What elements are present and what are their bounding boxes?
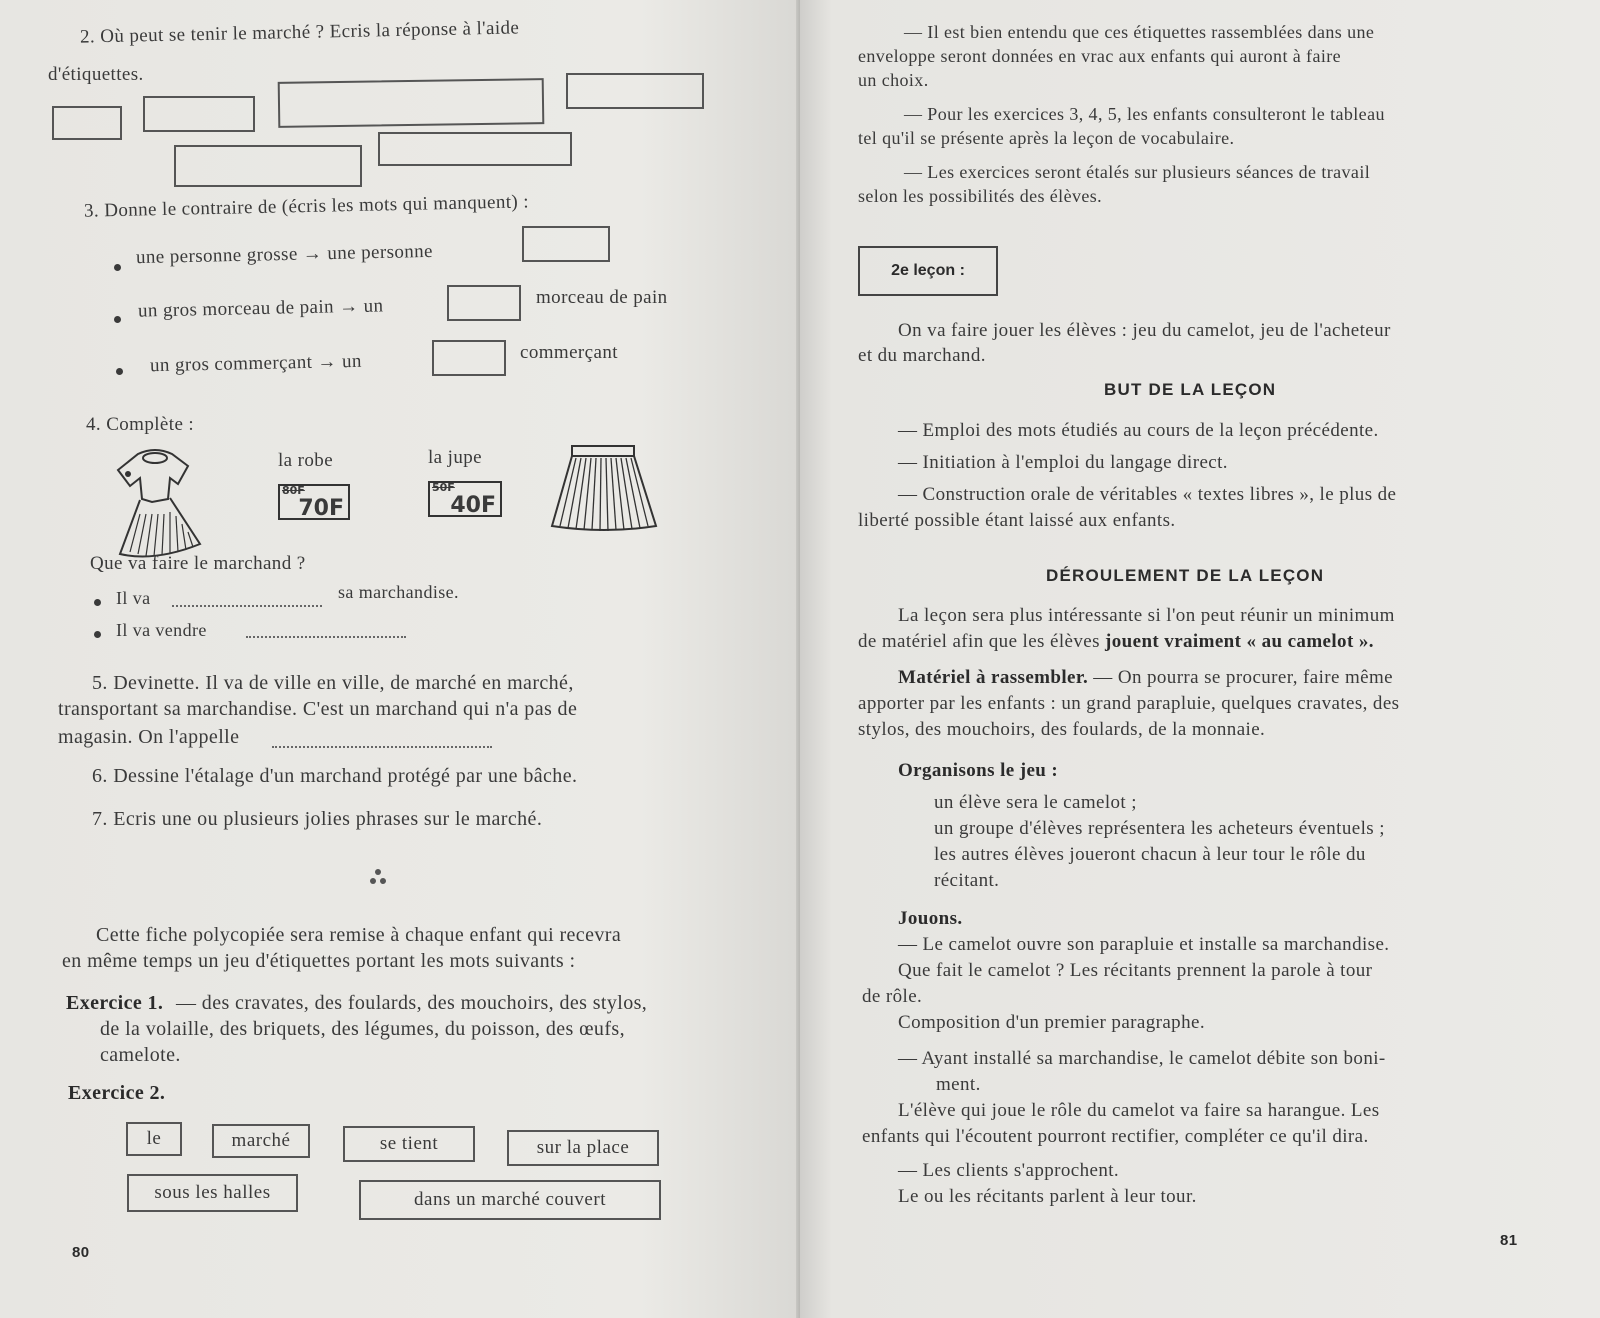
answer-box[interactable] [278,78,545,128]
fiche-line2: en même temps un jeu d'étiquettes portant les mots suivants : [62,950,576,972]
deroulement-line2 [858,631,1374,653]
blank-line[interactable] [246,636,406,638]
word-label[interactable] [507,1130,659,1166]
intro-line7: selon les possibilités des élèves. [858,186,1103,206]
word-label-text: le [146,1128,162,1149]
ornament-icon [368,868,388,886]
bullet [114,264,121,271]
word-label-text: sur la place [536,1137,630,1158]
q5-line1: 5. Devinette. Il va de ville en ville, de marché en marché, [92,672,574,694]
q2-line1: 2. Où peut se tenir le marché ? Ecris la réponse à l'aide [79,17,520,48]
but-line2: — Initiation à l'emploi du langage direct. [898,452,1228,473]
fiche-line1: Cette fiche polycopiée sera remise à chaque enfant qui recevra [96,924,622,946]
dress-drawing [100,444,210,564]
bullet [94,631,101,638]
jeu-line1: On va faire jouer les élèves : jeu du camelot, jeu de l'acheteur [898,320,1391,341]
word-label[interactable] [343,1126,475,1162]
lesson-heading: 2e leçon : [891,262,965,279]
jouons-line10: Le ou les récitants parlent à leur tour. [898,1186,1197,1207]
answer-box[interactable] [566,73,704,109]
jupe-price-tag [428,481,502,517]
jouons-line1: — Le camelot ouvre son parapluie et installe sa marchandise. [898,934,1390,955]
q3-item2: un gros morceau de pain → un [137,295,384,322]
jupe-new-price: 40F [450,493,496,518]
but-line3: — Construction orale de véritables « textes libres », le plus de [898,484,1397,505]
word-label[interactable] [127,1174,298,1212]
answer-box[interactable] [432,340,506,376]
robe-label: la robe [278,450,334,471]
q2-line2: d'étiquettes. [48,64,144,85]
but-line4: liberté possible étant laissé aux enfants. [858,510,1176,531]
answer-box[interactable] [447,285,521,321]
but-line1: — Emploi des mots étudiés au cours de la leçon précédente. [898,420,1379,441]
q7: 7. Ecris une ou plusieurs jolies phrases sur le marché. [92,808,543,830]
q3-item3-after: commerçant [520,342,618,363]
answer-box[interactable] [522,226,610,262]
exercise1-line3: camelote. [100,1044,181,1066]
jouons-line5: — Ayant installé sa marchandise, le camelot débite son boni- [898,1048,1386,1069]
bullet [94,599,101,606]
answer-box[interactable] [378,132,572,166]
organisons-line4: récitant. [934,870,1000,891]
deroulement-line1: La leçon sera plus intéressante si l'on peut réunir un minimum [898,605,1395,626]
jouons-line4: Composition d'un premier paragraphe. [898,1012,1205,1033]
lesson-heading-box [858,246,998,296]
materiel-line1 [898,667,1393,689]
intro-line2: enveloppe seront données en vrac aux enfants qui auront à faire [858,46,1342,66]
q4-line2-start: Il va vendre [116,620,207,640]
q4-question: Que va faire le marchand ? [90,553,306,574]
robe-price-tag [278,484,350,520]
q5-line3: magasin. On l'appelle [58,726,240,748]
q3-item2-after: morceau de pain [536,287,668,308]
q4-line1-end: sa marchandise. [338,582,459,602]
jouons-heading: Jouons. [898,908,963,929]
q4-title: 4. Complète : [86,414,195,435]
jouons-line6: ment. [936,1074,981,1095]
word-label-text: sous les halles [154,1182,271,1203]
word-label[interactable] [212,1124,310,1158]
bullet [114,316,121,323]
exercise1-label: Exercice 1. [66,992,164,1014]
intro-line4: — Pour les exercices 3, 4, 5, les enfants consulteront le tableau [904,104,1385,124]
q4-line1-start: Il va [116,588,151,608]
right-page [800,0,1600,1318]
jouons-line7: L'élève qui joue le rôle du camelot va faire sa harangue. Les [898,1100,1380,1121]
blank-line[interactable] [272,746,492,748]
exercise1-line1: — des cravates, des foulards, des mouchoirs, des stylos, [176,992,648,1014]
word-label-text: dans un marché couvert [414,1189,606,1210]
but-heading: BUT DE LA LEÇON [1104,380,1277,399]
jouons-line8: enfants qui l'écoutent pourront rectifier, compléter ce qu'il dira. [862,1126,1369,1147]
deroulement-line2-bold: jouent vraiment « au camelot ». [1105,631,1374,652]
materiel-line1-rest: — On pourra se procurer, faire même [1093,667,1393,688]
word-label[interactable] [126,1122,182,1156]
word-label-text: marché [231,1130,291,1151]
blank-line[interactable] [172,605,322,607]
word-label[interactable] [359,1180,661,1220]
robe-old-price: 80F [282,484,305,497]
skirt-drawing [548,444,660,534]
jeu-line2: et du marchand. [858,345,986,366]
jouons-line9: — Les clients s'approchent. [898,1160,1120,1181]
q3-item1: une personne grosse → une personne [135,240,434,269]
answer-box[interactable] [143,96,255,132]
intro-line3: un choix. [858,70,929,90]
materiel-label: Matériel à rassembler. [898,667,1089,688]
page-number-left: 80 [72,1244,90,1261]
word-label-text: se tient [379,1133,439,1154]
page-number-right: 81 [1500,1232,1518,1249]
answer-box[interactable] [52,106,122,140]
jouons-line3: de rôle. [862,986,923,1007]
materiel-line2: apporter par les enfants : un grand parapluie, quelques cravates, des [858,693,1400,714]
q5-line2: transportant sa marchandise. C'est un marchand qui n'a pas de [58,698,578,720]
answer-box[interactable] [174,145,362,187]
exercise2-label: Exercice 2. [68,1082,166,1104]
bullet [116,368,123,375]
intro-line5: tel qu'il se présente après la leçon de vocabulaire. [858,128,1235,148]
organisons-heading: Organisons le jeu : [898,760,1059,781]
q3-title: 3. Donne le contraire de (écris les mots qui manquent) : [83,191,530,222]
jupe-old-price: 50F [432,481,455,494]
q3-item3: un gros commerçant → un [149,350,363,377]
jupe-label: la jupe [428,447,482,468]
deroulement-heading: DÉROULEMENT DE LA LEÇON [1046,566,1325,585]
robe-new-price: 70F [298,496,344,521]
jouons-line2: Que fait le camelot ? Les récitants prennent la parole à tour [898,960,1373,981]
intro-line1: — Il est bien entendu que ces étiquettes rassemblées dans une [904,22,1375,42]
exercise1-line2: de la volaille, des briquets, des légumes, du poisson, des œufs, [100,1018,625,1040]
materiel-line3: stylos, des mouchoirs, des foulards, de la monnaie. [858,719,1266,740]
organisons-line1: un élève sera le camelot ; [934,792,1137,813]
organisons-line2: un groupe d'élèves représentera les acheteurs éventuels ; [934,818,1385,839]
q6: 6. Dessine l'étalage d'un marchand protégé par une bâche. [92,765,578,787]
intro-line6: — Les exercices seront étalés sur plusieurs séances de travail [904,162,1371,182]
organisons-line3: les autres élèves joueront chacun à leur tour le rôle du [934,844,1366,865]
deroulement-line2-start: de matériel afin que les élèves [858,631,1100,652]
